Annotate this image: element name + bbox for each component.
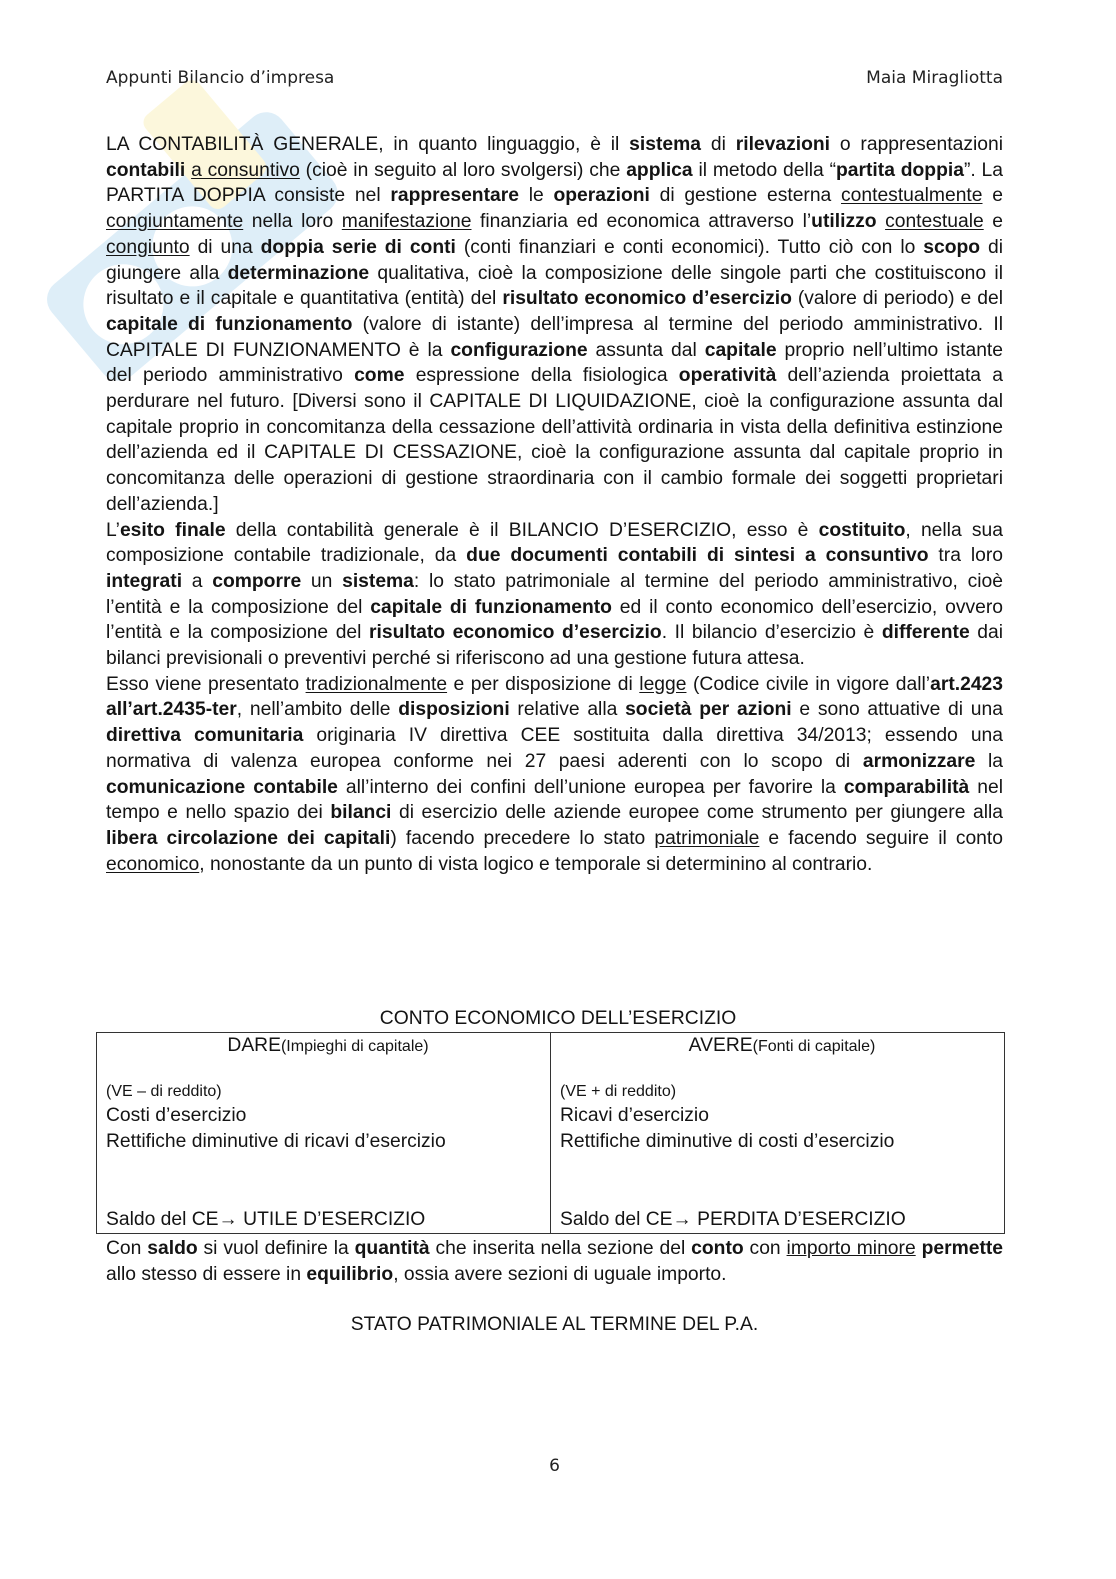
bold-text: società per azioni [625, 699, 792, 721]
bold-text: costituito [818, 519, 906, 541]
paragraph-contabilita [106, 132, 1003, 518]
text: ed il conto economico dell’esercizio, ovvero l’entità e la composizione del [106, 596, 1003, 644]
bold-text: risultato economico d’esercizio [369, 622, 662, 644]
bold-text: equilibrio [306, 1263, 394, 1285]
bold-text: art.2423 all’art.2435-ter [106, 673, 1003, 721]
bold-text: saldo [147, 1238, 198, 1259]
text: con [743, 1238, 787, 1259]
bold-text: sistema [342, 570, 414, 592]
text [877, 211, 886, 232]
text: di una [189, 236, 261, 258]
dare-saldo: Saldo del CE→ UTILE D’ESERCIZIO [106, 1209, 426, 1230]
bold-text: due documenti contabili di sintesi a consuntivo [466, 545, 929, 567]
avere-note: (Fonti di capitale) [752, 1038, 876, 1055]
text: di esercizio delle aziende europee come strumento per giungere alla [391, 802, 1003, 824]
text: Con [106, 1238, 148, 1259]
text: (Codice civile in vigore dall’ [686, 673, 931, 695]
text: (valore di istante) dell’impresa al termine del periodo amministrativo. Il CAPITALE DI FUNZIONAMENTO è la [106, 313, 1003, 361]
text: e [983, 211, 1003, 233]
stato-patrimoniale-title: STATO PATRIMONIALE AL TERMINE DEL P.A. [350, 1314, 759, 1335]
text: finanziaria ed economica attraverso l’ [471, 211, 812, 233]
text: relative alla [509, 699, 626, 721]
underlined-text: importo minore [786, 1238, 916, 1259]
text: : lo stato patrimoniale al termine del periodo amministrativo, cioè l’entità e la composizione del [106, 570, 1004, 618]
underlined-text: congiuntamente [106, 211, 244, 233]
text: a [182, 570, 213, 592]
underlined-text: legge [639, 673, 687, 695]
underlined-text: economico [106, 853, 200, 875]
text: all’interno dei confini dell’unione europea per favorire la [337, 776, 844, 798]
bold-text: partita doppia [836, 159, 964, 181]
bold-text: applica [626, 159, 693, 181]
dare-line-1: Costi d’esercizio [106, 1105, 247, 1126]
bold-text: disposizioni [398, 699, 510, 721]
dare-header [106, 1035, 550, 1057]
underlined-text: contestuale [885, 211, 984, 233]
text: Esso viene presentato [106, 673, 306, 695]
text: allo stesso di essere in [106, 1263, 307, 1285]
paragraph-presentazione [106, 672, 1003, 878]
bold-text: rappresentare [390, 185, 519, 207]
dare-column [97, 1033, 551, 1234]
header-title: Appunti Bilancio d’impresa [106, 68, 335, 88]
bold-text: scopo [923, 236, 981, 258]
avere-line-1: Ricavi d’esercizio [560, 1105, 709, 1126]
underlined-text: tradizionalmente [305, 673, 448, 695]
text: della contabilità generale è il BILANCIO D’ESERCIZIO, esso è [225, 519, 819, 541]
bold-text: integrati [106, 570, 183, 592]
conto-economico-title: CONTO ECONOMICO DELL’ESERCIZIO [379, 1008, 737, 1029]
bold-text: comunicazione contabile [106, 776, 338, 798]
bold-text: operatività [678, 365, 777, 387]
text: le [518, 185, 554, 207]
bold-text: differente [881, 622, 970, 644]
bold-text: utilizzo [811, 211, 877, 233]
text: espressione della fisiologica [404, 365, 679, 387]
avere-column [551, 1033, 1005, 1234]
text: il metodo della “ [692, 159, 836, 181]
text: e [982, 185, 1003, 207]
text: (valore di periodo) e del [791, 288, 1003, 310]
bold-text: comparabilità [843, 776, 970, 798]
bold-text: conto [691, 1238, 744, 1259]
bold-text: configurazione [450, 339, 588, 361]
underlined-text: congiunto [106, 236, 190, 258]
text: di [701, 134, 736, 155]
bold-text: esito finale [119, 519, 226, 541]
paragraph-bilancio [106, 518, 1003, 672]
bold-text: doppia serie di conti [260, 236, 456, 258]
text: che inserita nella sezione del [429, 1238, 692, 1259]
underlined-text: manifestazione [341, 211, 472, 233]
bold-text: determinazione [227, 262, 370, 284]
text: ”. La PARTITA DOPPIA consiste nel [106, 159, 1004, 207]
bold-text: permette [921, 1238, 1004, 1259]
text: , nell’ambito delle [236, 699, 399, 721]
paragraph-saldo [106, 1236, 1003, 1287]
bold-text: capitale di funzionamento [106, 313, 353, 335]
text: di giungere alla [106, 236, 1004, 284]
text: nel tempo e nello spazio dei [106, 776, 1003, 824]
bold-text: quantità [354, 1238, 430, 1259]
bold-text: operazioni [553, 185, 650, 207]
text: ) facendo precedere lo stato [390, 827, 655, 849]
text: nella loro [243, 211, 342, 233]
text: assunta dal [587, 339, 705, 361]
avere-header [560, 1035, 1004, 1057]
bold-text: capitale di funzionamento [370, 596, 612, 618]
avere-saldo: Saldo del CE→ PERDITA D’ESERCIZIO [560, 1209, 906, 1230]
dare-label: DARE [227, 1035, 281, 1056]
avere-label: AVERE [688, 1035, 753, 1056]
saldo-definition [106, 1236, 1003, 1287]
text: qualitativa, cioè la composizione delle singole parti che costituiscono il risultato e il capitale e quantitativa (entità) del [106, 262, 1003, 310]
text: dell’azienda proiettata a perdurare nel futuro. [Diversi sono il CAPITALE DI LIQUIDAZIONE, cioè la configurazione assunta dal capitale proprio in concomitanza della cessazione dell’attività ordinaria in vista della definitiva estinzione dell’azienda ed il CAPITALE DI CESSAZIONE, cioè la configurazione assunta dal capitale proprio in concomitanza delle operazioni di gestione straordinaria con il cambio formale dei soggetti proprietari dell’azienda.] [106, 365, 1003, 515]
bold-text: comporre [212, 570, 302, 592]
text: dai bilanci previsionali o preventivi perché si riferiscono ad una gestione futura attesa. [106, 622, 1004, 670]
text: e per disposizione di [447, 673, 640, 695]
conto-economico-table [96, 1032, 1005, 1234]
text: proprio nell’ultimo istante del periodo amministrativo [106, 339, 1003, 387]
text: la [975, 750, 1003, 772]
bold-text: come [354, 365, 405, 387]
text: un [301, 570, 343, 592]
body-text [106, 132, 1003, 877]
text: originaria IV direttiva CEE sostituita dalla direttiva 34/2013; essendo una normativa di valenza europea conforme nei 27 paesi aderenti con lo scopo di [106, 725, 1003, 772]
bold-text: sistema [629, 134, 701, 155]
bold-text: direttiva comunitaria [106, 725, 304, 747]
text: tra loro [928, 545, 1003, 567]
text: si vuol definire la [197, 1238, 355, 1259]
text: e facendo seguire il conto [759, 827, 1003, 849]
dare-note: (Impieghi di capitale) [280, 1038, 429, 1055]
bold-text: armonizzare [862, 750, 976, 772]
bold-text: risultato economico d’esercizio [502, 288, 792, 310]
header-author: Maia Miragliotta [866, 68, 1003, 88]
text: di gestione esterna [649, 185, 842, 207]
avere-sub: (VE + di reddito) [560, 1083, 677, 1100]
bold-text: contabili [106, 159, 186, 181]
dare-sub: (VE – di reddito) [106, 1083, 222, 1100]
text: , ossia avere sezioni di uguale importo. [393, 1263, 727, 1285]
text: L’ [106, 519, 120, 541]
dare-line-2: Rettifiche diminutive di ricavi d’esercizio [106, 1131, 446, 1152]
text: LA CONTABILITÀ GENERALE, in quanto linguaggio, è il [106, 134, 630, 155]
avere-line-2: Rettifiche diminutive di costi d’esercizio [560, 1131, 895, 1152]
bold-text: libera circolazione dei capitali [106, 827, 391, 849]
text: (cioè in seguito al loro svolgersi) che [299, 159, 627, 181]
page-number: 6 [549, 1456, 560, 1476]
text: (conti finanziari e conti economici). Tutto ciò con lo [455, 236, 924, 258]
bold-text: rilevazioni [735, 134, 831, 155]
underlined-text: a consuntivo [191, 159, 300, 181]
bold-text: capitale [704, 339, 777, 361]
text: , nella sua composizione contabile tradizionale, da [106, 519, 1004, 567]
text: . Il bilancio d’esercizio è [661, 622, 882, 644]
underlined-text: patrimoniale [654, 827, 760, 849]
text: e sono attuative di una [791, 699, 1003, 721]
text: o rappresentazioni [830, 134, 1003, 155]
bold-text: bilanci [330, 802, 392, 824]
underlined-text: contestualmente [841, 185, 983, 207]
text: , nonostante da un punto di vista logico e temporale si determinino al contrario. [199, 853, 873, 875]
